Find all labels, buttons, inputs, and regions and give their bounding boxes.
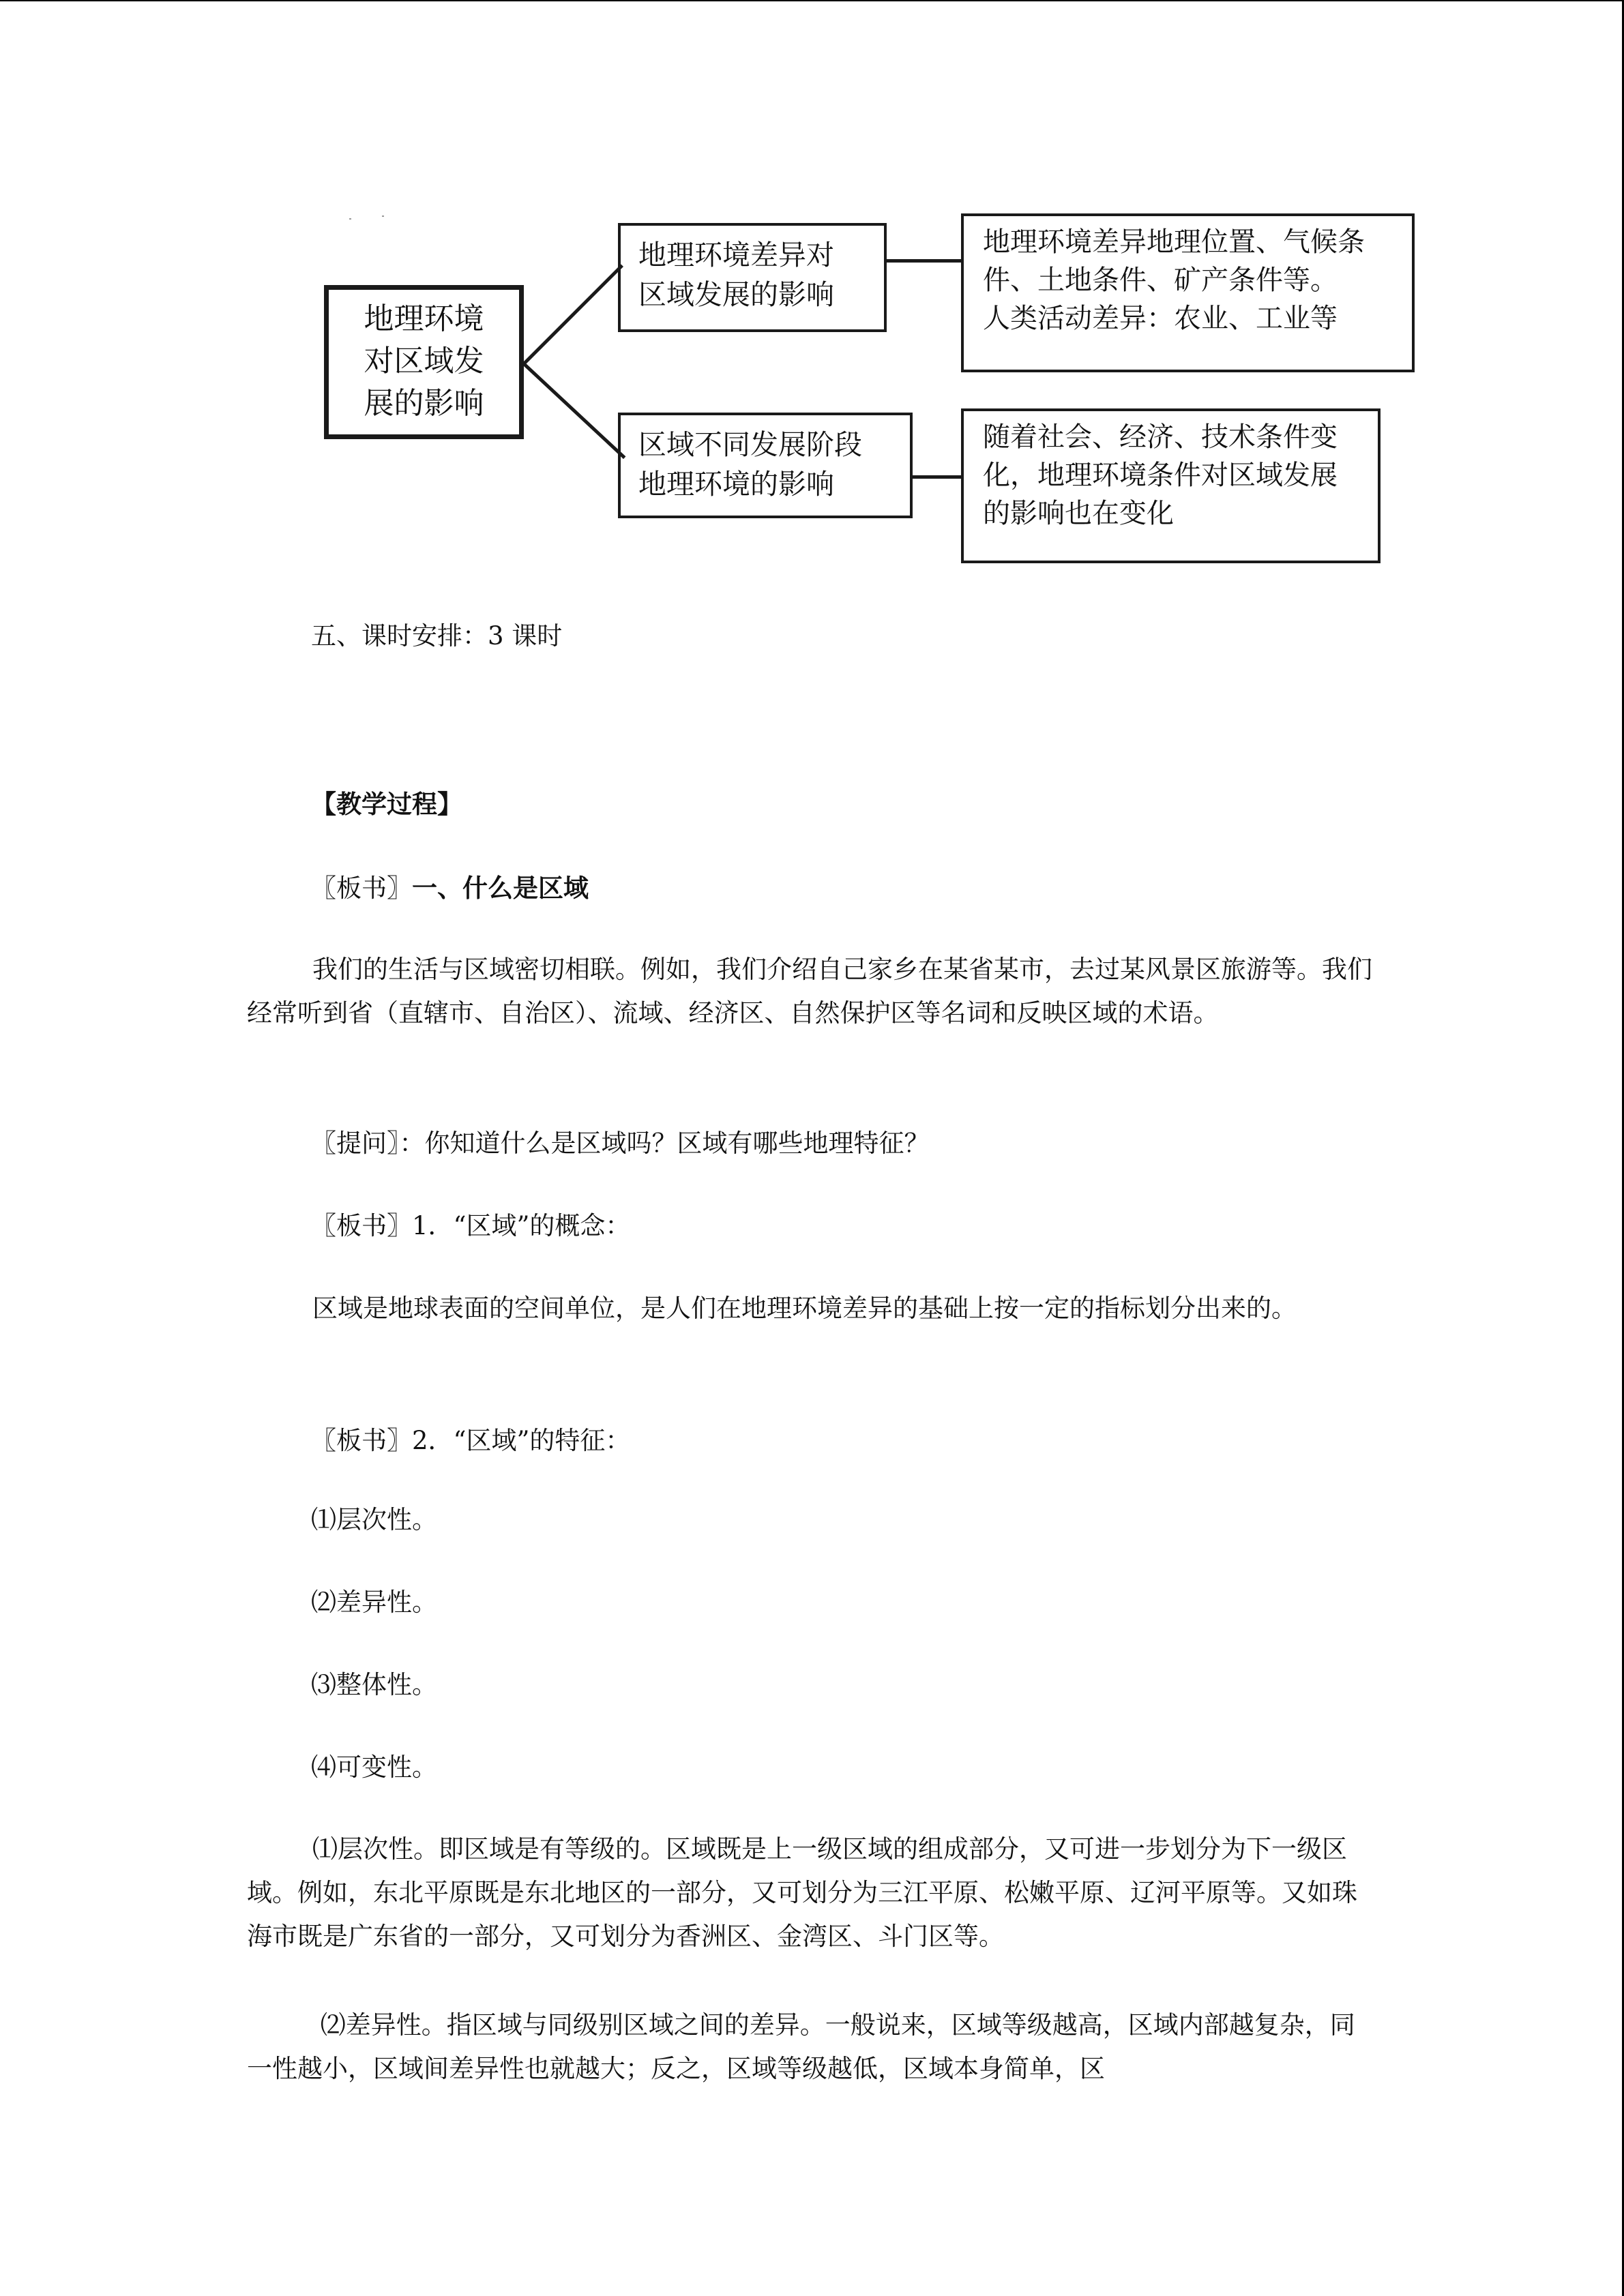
board-title-1 [311,866,1375,910]
diagram-main-box: 地理环境 对区域发 展的影响 [324,285,524,439]
stray-mark [349,218,351,220]
board-title-text: 一、什么是区域 [412,873,589,903]
diagram-mid-bottom-box: 区域不同发展阶段 地理环境的影响 [618,413,913,518]
feature-item: ⑵差异性。 [311,1587,437,1617]
section-heading: 【教学过程】 [311,789,462,819]
question-line: 〖提问〗：你知道什么是区域吗？区域有哪些地理特征？ [311,1129,930,1158]
stray-mark [382,215,384,217]
feature-item: ⑶整体性。 [311,1670,437,1699]
connector-top-to-right [887,259,961,263]
connector-main-to-top [522,264,623,365]
diagram-mid-top-box: 地理环境差异对 区域发展的影响 [618,223,887,332]
board-line-3: 〖板书〗2．“区域”的特征： [311,1426,631,1455]
board-prefix: 〖板书〗 [311,874,412,903]
connector-bottom-to-right [913,475,961,479]
feature-item: ⑷可变性。 [311,1753,437,1782]
diagram-right-top-box: 地理环境差异地理位置、气候条 件、土地条件、矿产条件等。 人类活动差异：农业、工业等 [961,213,1415,372]
paragraph-definition: 区域是地球表面的空间单位，是人们在地理环境差异的基础上按一定的指标划分出来的。 [312,1294,1297,1323]
connector-main-to-bottom [522,363,625,459]
page-top-border [0,0,1624,1]
diagram-right-bottom-box: 随着社会、经济、技术条件变 化，地理环境条件对区域发展 的影响也在变化 [961,408,1381,563]
paragraph-difference: ⑵差异性。指区域与同级别区域之间的差异。一般说来，区域等级越高，区域内部越复杂，同一性越小，区域间差异性也就越大；反之，区域等级越低，区域本身简单，区 [247,2010,1355,2083]
paragraph-intro: 我们的生活与区域密切相联。例如，我们介绍自己家乡在某省某市，去过某风景区旅游等。我们经常听到省（直辖市、自治区）、流域、经济区、自然保护区等名词和反映区域的术语。 [247,955,1372,1028]
feature-item: ⑴层次性。 [311,1505,437,1534]
paragraph-hierarchy: ⑴层次性。即区域是有等级的。区域既是上一级区域的组成部分，又可进一步划分为下一级区域。例如，东北平原既是东北地区的一部分，又可划分为三江平原、松嫩平原、辽河平原等。又如珠海市既是广东省的一部分，又可划分为香洲区、金湾区、斗门区等。 [247,1834,1357,1951]
schedule-line: 五、课时安排：3 课时 [311,621,563,651]
board-line-2: 〖板书〗1．“区域”的概念： [311,1211,631,1240]
